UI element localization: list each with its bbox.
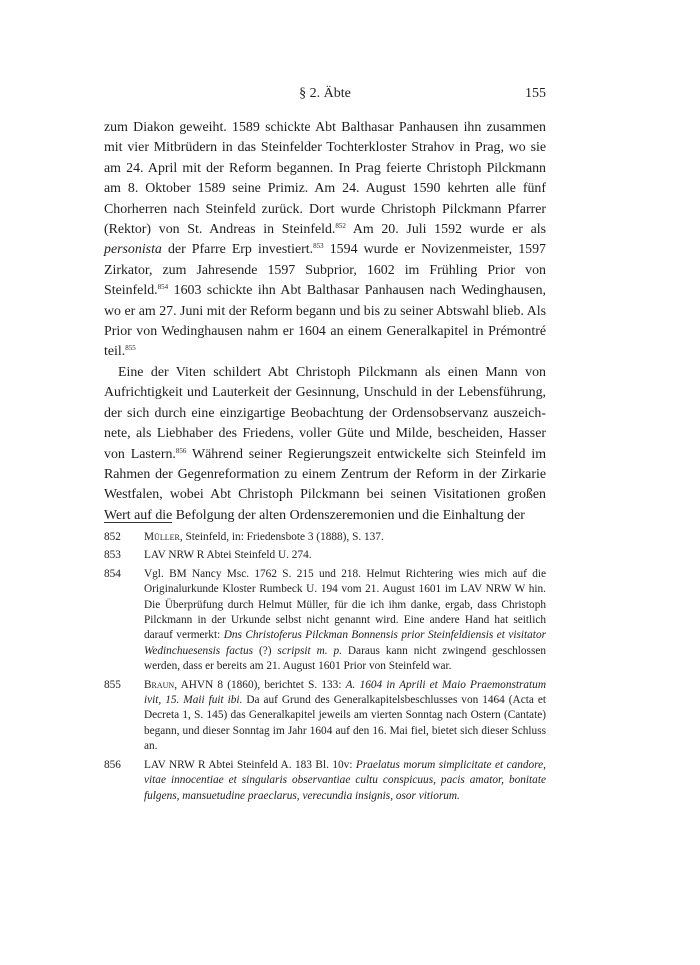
footnote-number: 853 bbox=[104, 549, 121, 562]
text-run: , AHVN 8 (1860), berichtet S. 133: bbox=[174, 678, 346, 691]
text-run: , Steinfeld, in: Friedensbote 3 (1888), S. 137. bbox=[179, 531, 384, 543]
footnote-ref: 853 bbox=[313, 242, 324, 251]
footnote-number: 855 bbox=[104, 678, 121, 691]
text-run: LAV NRW R Abtei Steinfeld A. 183 Bl. 10v: bbox=[144, 758, 356, 771]
footnote-number: 856 bbox=[104, 758, 121, 771]
text-run: 1603 schickte ihn Abt Balthasar Panhausen nach Wedinghausen, wo er am 27. Juni mit der Reform begann und bis zu seiner Abtswahl blieb. Als Prior von Wedinghausen nahm er 1604 an einem Generalkapitel in Prémontré teil. bbox=[104, 283, 546, 360]
text-run: Am 20. Juli 1592 wurde er als bbox=[345, 222, 546, 238]
footnote-ref: 852 bbox=[335, 222, 346, 231]
footnote-text bbox=[144, 759, 546, 802]
page-number: 155 bbox=[525, 86, 546, 101]
footnote-ref: 855 bbox=[125, 344, 136, 353]
paragraph bbox=[104, 118, 546, 363]
footnote-text bbox=[144, 531, 384, 543]
text-run: der Pfarre Erp investiert. bbox=[161, 242, 314, 258]
body-text bbox=[104, 118, 546, 526]
footnote bbox=[104, 678, 546, 755]
text-run: Eine der Viten schildert Abt Christoph Pilckmann als einen Mann von Aufrichtigkeit und Lauterkeit der Gesinnung, Unschuld in der Lebensführung, der sich durch eine einzigartige Beobachtung der Ordensobservanz auszeichnete, als Liebhaber des Friedens, voller Güte und Milde, bescheiden, Hasser von Lastern. bbox=[104, 364, 546, 462]
text-run: zum Diakon geweiht. 1589 schickte Abt Balthasar Panhausen ihn zusammen mit vier Mitbrüdern in das Steinfelder Tochterkloster Strahov in Prag, wo sie am 24. April mit der Reform begannen. In Prag feierte Christoph Pilckmann am 8. Oktober 1589 seine Primiz. Am 24. August 1590 kehrten alle fünf Chorherren nach Steinfeld zurück. Dort wurde Christoph Pilckmann Pfarrer (Rektor) von St. Andreas in Steinfeld. bbox=[104, 120, 546, 238]
italic-text: A. 1604 in Aprili et Maio Praemonstratum ivit, 15. Maii fuit ibi. bbox=[144, 678, 546, 707]
text-run: Da auf Grund des Generalkapitelsbeschlusses von 1464 (Acta et Decreta 1, S. 145) das Generalkapitel jeweils am vierten Sonntag nach Ostern (Cantate) begann, und dieser Sonntag im Jahr 1604 auf den 16. Mai fiel, bietet sich dieser Schluss an. bbox=[144, 694, 546, 753]
footnote-text bbox=[144, 679, 546, 753]
italic-text: scripsit m. p. bbox=[277, 644, 342, 657]
paragraph bbox=[104, 363, 546, 526]
text-run: (?) bbox=[253, 644, 278, 657]
footnote-separator bbox=[104, 522, 172, 523]
text-run: Vgl. BM Nancy Msc. 1762 S. 215 und 218. Helmut Richtering wies mich auf die Originalurkunde Kloster Rumbeck U. 194 vom 21. August 1601 im LAV NRW W hin. Die Überprüfung durch Helmut Müller, für die ich ihm danke, ergab, dass Christoph Pilckmann in der Urkunde selbst nicht genannt wird. Eine andere Hand hat seitlich darauf vermerkt: bbox=[144, 567, 546, 642]
footnote-ref: 856 bbox=[175, 446, 187, 455]
footnote bbox=[104, 548, 546, 563]
italic-text: Praelatus morum simplicitate et candore, vitae innocentiae et singularis observantiae cultu conspicuus, pacis amator, bonitate fulgens, mansuetudine praeclarus, verecundia insignis, osor vitiorum. bbox=[144, 758, 546, 802]
footnote-ref: 854 bbox=[157, 283, 169, 292]
footnote-number: 852 bbox=[104, 531, 121, 543]
footnote-number: 854 bbox=[104, 567, 121, 580]
italic-text: personista bbox=[104, 242, 162, 258]
footnotes bbox=[104, 530, 546, 807]
footnote bbox=[104, 530, 546, 545]
author-name: Braun bbox=[144, 678, 175, 691]
page-header bbox=[104, 86, 546, 106]
text-run: 1594 wurde er Novizenmeister, 1597 Zirkator, zum Jahresende 1597 Subprior, 1602 im Frühling Prior von Steinfeld. bbox=[104, 242, 547, 299]
footnote bbox=[104, 758, 546, 804]
text-run: Während seiner Regierungszeit entwickelte sich Steinfeld im Rahmen der Gegenreformation zu einem Zentrum der Reform in der Zirkarie Westfalen, wobei Abt Christoph Pilckmann bei seinen Visitationen großen Wert auf die Befolgung der alten Ordenszeremonien und die Einhaltung der bbox=[104, 446, 546, 523]
footnote bbox=[104, 567, 546, 675]
italic-text: Dns Christoferus Pilckman Bonnensis prior Steinfeldiensis et visitator Wedinchuesensis factus bbox=[144, 629, 546, 657]
running-head: § 2. Äbte bbox=[299, 86, 351, 101]
footnote-text bbox=[144, 549, 312, 561]
text-run: Daraus kann nicht zwingend geschlossen werden, dass er bereits am 21. August 1601 Prior von Steinfeld war. bbox=[144, 644, 546, 673]
text-run: LAV NRW R Abtei Steinfeld U. 274. bbox=[144, 549, 312, 562]
footnote-text bbox=[144, 568, 546, 672]
author-name: Müller bbox=[144, 531, 180, 543]
